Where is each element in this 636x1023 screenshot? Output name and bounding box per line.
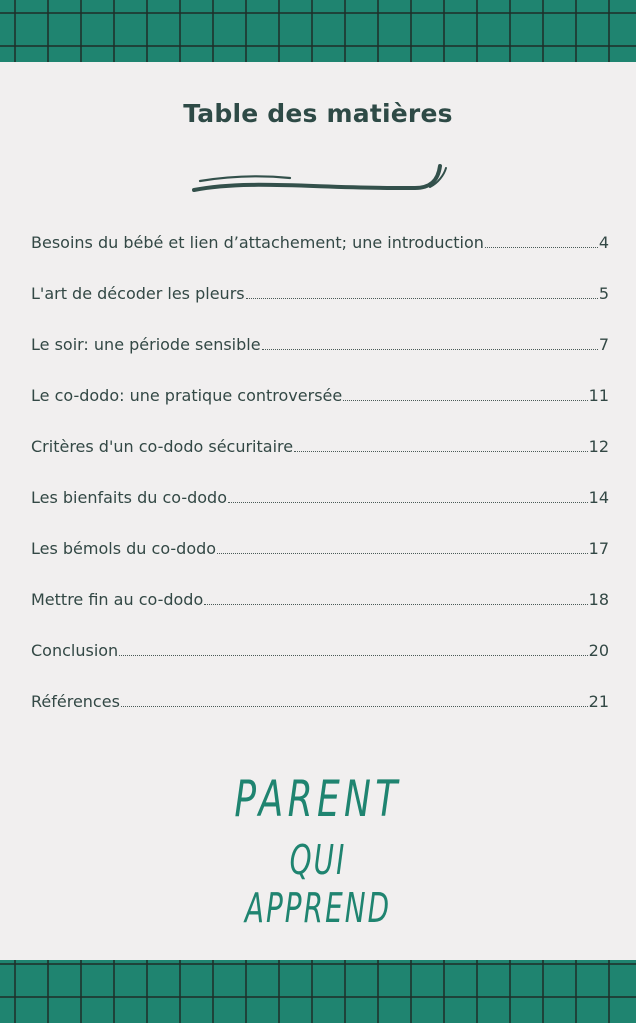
toc-page-number: 7 bbox=[598, 335, 609, 354]
toc-entry[interactable] bbox=[31, 692, 609, 743]
parent-qui-apprend-logo bbox=[190, 770, 446, 932]
toc-page-number: 18 bbox=[588, 590, 609, 609]
toc-entry[interactable] bbox=[31, 641, 609, 692]
toc-entry-label: Les bienfaits du co-dodo bbox=[31, 488, 227, 507]
dot-leader bbox=[246, 298, 598, 299]
decorative-swash bbox=[190, 157, 450, 201]
toc-entry-label: Le soir: une période sensible bbox=[31, 335, 261, 354]
toc-page-number: 4 bbox=[598, 233, 609, 252]
toc-entry-label: Le co-dodo: une pratique controversée bbox=[31, 386, 343, 405]
dot-leader bbox=[485, 247, 598, 248]
toc-page-number: 20 bbox=[588, 641, 609, 660]
toc-page-number: 21 bbox=[588, 692, 609, 711]
table-of-contents bbox=[31, 233, 609, 743]
toc-page-number: 11 bbox=[588, 386, 609, 405]
toc-page-number: 5 bbox=[598, 284, 609, 303]
logo-line-1: PARENT bbox=[234, 770, 402, 828]
toc-entry[interactable] bbox=[31, 284, 609, 335]
dot-leader bbox=[262, 349, 598, 350]
toc-entry-label: L'art de décoder les pleurs bbox=[31, 284, 245, 303]
toc-page-number: 14 bbox=[588, 488, 609, 507]
toc-entry[interactable] bbox=[31, 539, 609, 590]
logo-line-2: QUI APPREND bbox=[244, 836, 392, 932]
bottom-grid-border bbox=[0, 960, 636, 1023]
toc-entry-label: Mettre fin au co-dodo bbox=[31, 590, 204, 609]
toc-entry-label: Références bbox=[31, 692, 120, 711]
toc-entry-label: Besoins du bébé et lien d’attachement; une introduction bbox=[31, 233, 484, 252]
toc-entry[interactable] bbox=[31, 488, 609, 539]
toc-entry[interactable] bbox=[31, 233, 609, 284]
dot-leader bbox=[121, 706, 588, 707]
dot-leader bbox=[119, 655, 587, 656]
toc-page-number: 17 bbox=[588, 539, 609, 558]
top-grid-border bbox=[0, 0, 636, 62]
toc-entry[interactable] bbox=[31, 386, 609, 437]
toc-entry[interactable] bbox=[31, 437, 609, 488]
toc-page-number: 12 bbox=[588, 437, 609, 456]
dot-leader bbox=[204, 604, 587, 605]
dot-leader bbox=[228, 502, 588, 503]
page-title: Table des matières bbox=[183, 99, 453, 128]
toc-entry[interactable] bbox=[31, 590, 609, 641]
toc-entry[interactable] bbox=[31, 335, 609, 386]
toc-entry-label: Les bémols du co-dodo bbox=[31, 539, 217, 558]
dot-leader bbox=[343, 400, 587, 401]
toc-entry-label: Conclusion bbox=[31, 641, 119, 660]
toc-entry-label: Critères d'un co-dodo sécuritaire bbox=[31, 437, 294, 456]
dot-leader bbox=[217, 553, 588, 554]
dot-leader bbox=[294, 451, 588, 452]
